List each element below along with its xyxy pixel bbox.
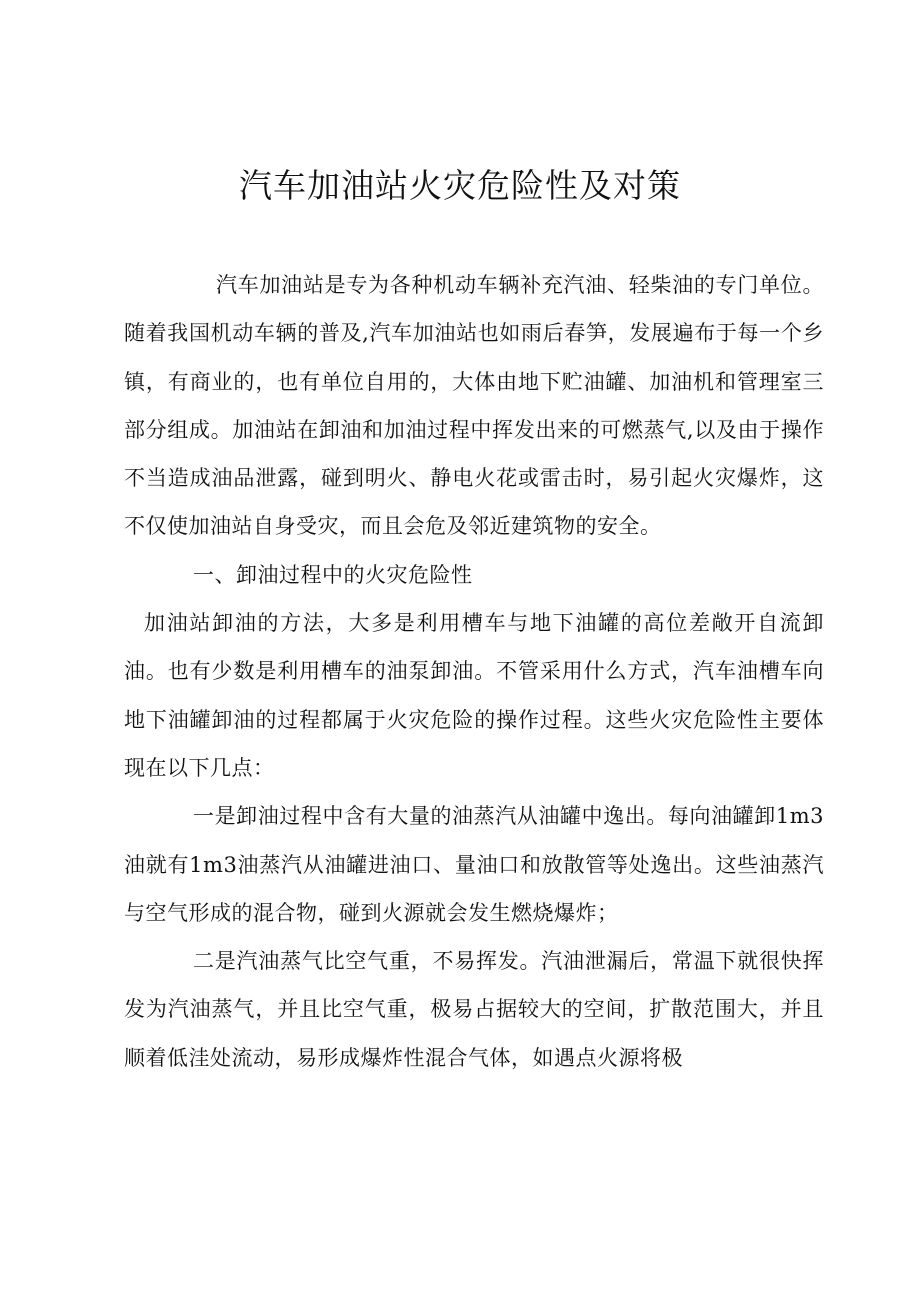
point-one-paragraph: 一是卸油过程中含有大量的油蒸汽从油罐中逸出。每向油罐卸1m3油就有1m3油蒸汽从油罐进油口、量油口和放散管等处逸出。这些油蒸汽与空气形成的混合物，碰到火源就会发生燃烧爆炸； [124, 804, 824, 925]
document-title: 汽车加油站火灾危险性及对策 [239, 166, 681, 205]
unloading-method-paragraph: 加油站卸油的方法，大多是利用槽车与地下油罐的高位差敞开自流卸油。也有少数是利用槽车的油泵卸油。不管采用什么方式，汽车油槽车向地下油罐卸油的过程都属于火灾危险的操作过程。这些火灾危险性主要体现在以下几点： [124, 611, 824, 780]
point-two-paragraph: 二是汽油蒸气比空气重，不易挥发。汽油泄漏后，常温下就很快挥发为汽油蒸气，并且比空气重，极易占据较大的空间，扩散范围大，并且顺着低洼处流动，易形成爆炸性混合气体，如遇点火源将极 [124, 949, 824, 1070]
document-body [124, 261, 824, 1082]
intro-paragraph: 汽车加油站是专为各种机动车辆补充汽油、轻柴油的专门单位。随着我国机动车辆的普及,汽车加油站也如雨后春笋，发展遍布于每一个乡镇，有商业的，也有单位自用的，大体由地下贮油罐、加油机和管理室三部分组成。加油站在卸油和加油过程中挥发出来的可燃蒸气,以及由于操作不当造成油品泄露，碰到明火、静电火花或雷击时，易引起火灾爆炸，这不仅使加油站自身受灾，而且会危及邻近建筑物的安全。 [124, 273, 824, 539]
section-heading: 一、卸油过程中的火灾危险性 [193, 562, 473, 587]
